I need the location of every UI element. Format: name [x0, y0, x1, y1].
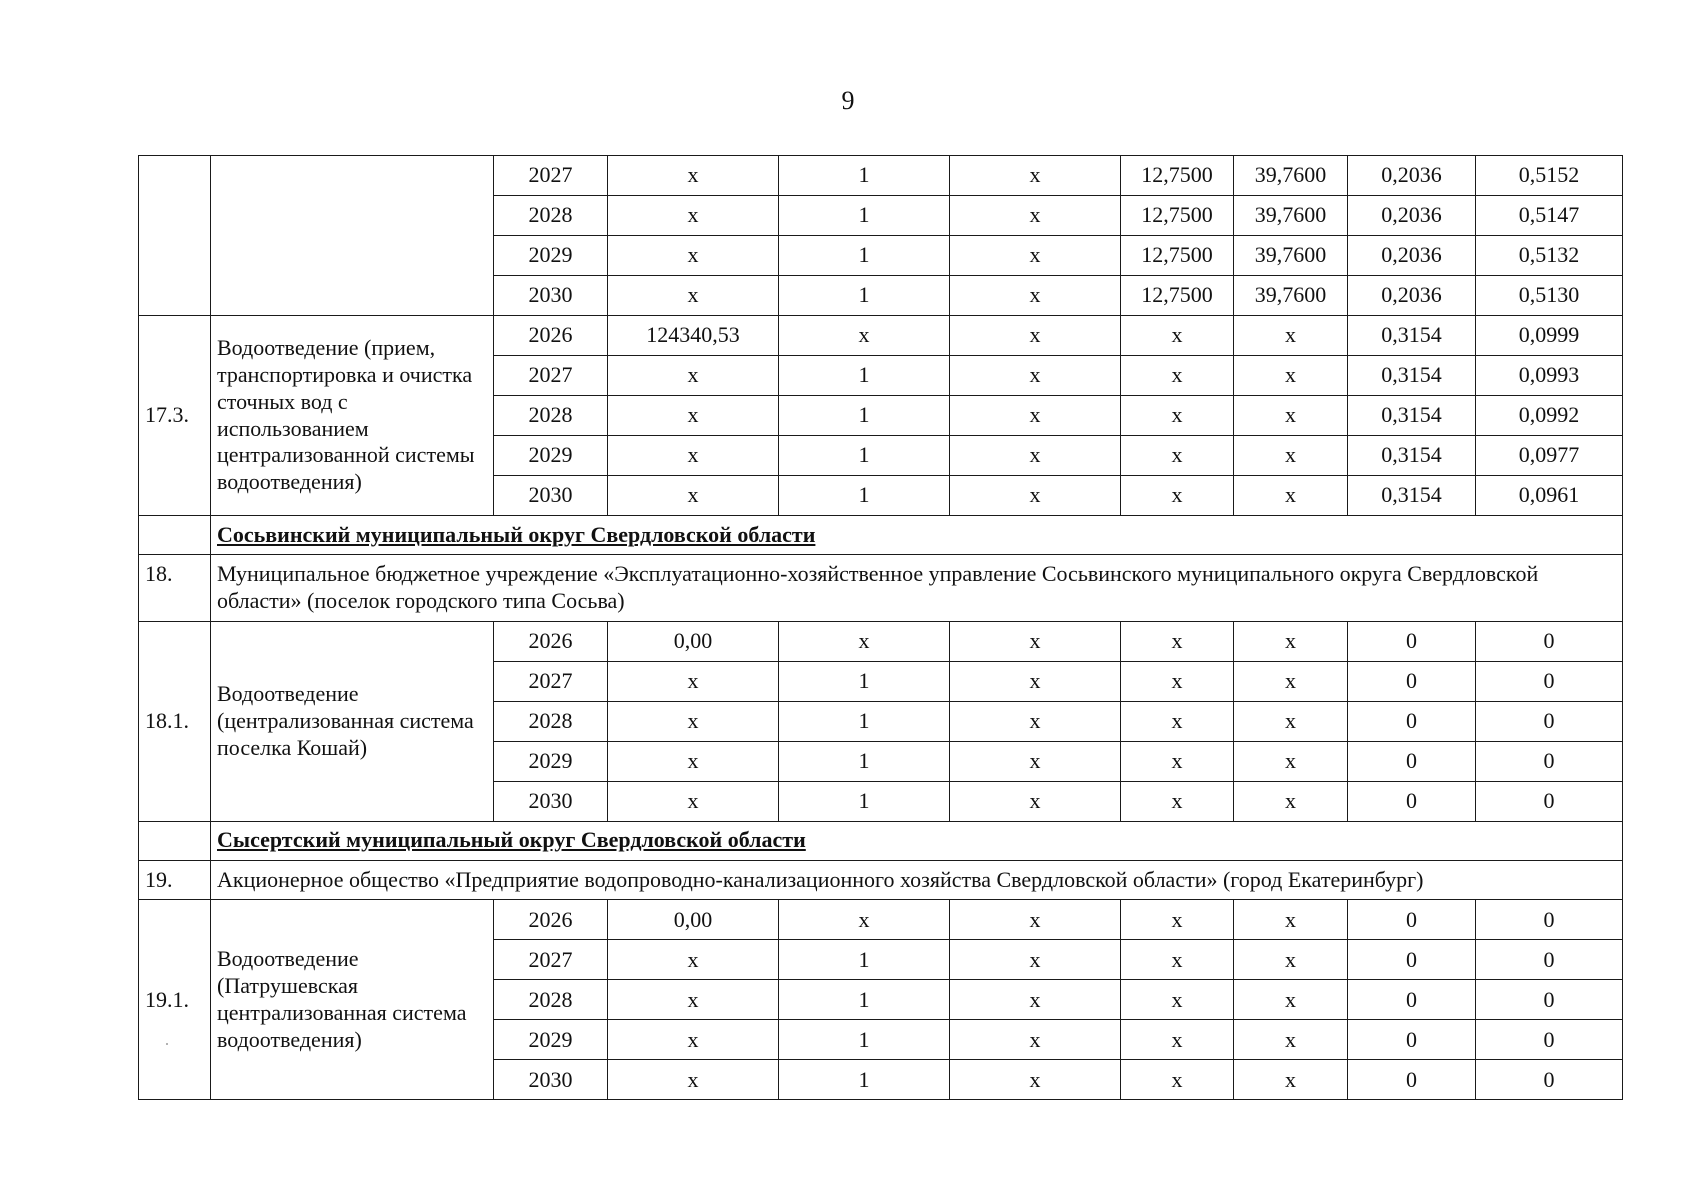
- value-cell: 0: [1476, 701, 1623, 741]
- value-cell: 0: [1348, 900, 1476, 940]
- value-cell: x: [950, 156, 1121, 196]
- organization-name: Муниципальное бюджетное учреждение «Эксплуатационно-хозяйственное управление Сосьвинского муниципального округа Свердловской области» (поселок городского типа Сосьва): [211, 555, 1623, 622]
- value-cell: x: [1121, 1020, 1234, 1060]
- value-cell: x: [950, 1060, 1121, 1100]
- value-cell: 1: [779, 1060, 950, 1100]
- value-cell: 1: [779, 741, 950, 781]
- value-cell: x: [1234, 316, 1348, 356]
- year-cell: 2028: [494, 196, 608, 236]
- value-cell: x: [1234, 781, 1348, 821]
- value-cell: 0,5152: [1476, 156, 1623, 196]
- value-cell: x: [950, 196, 1121, 236]
- year-cell: 2029: [494, 741, 608, 781]
- value-cell: 0: [1476, 980, 1623, 1020]
- table-body: [139, 156, 1623, 1100]
- value-cell: 12,7500: [1121, 196, 1234, 236]
- value-cell: x: [1121, 1060, 1234, 1100]
- value-cell: 0: [1476, 900, 1623, 940]
- table-row: [139, 316, 1623, 356]
- value-cell: 0,3154: [1348, 436, 1476, 476]
- value-cell: x: [1121, 661, 1234, 701]
- value-cell: x: [950, 476, 1121, 516]
- value-cell: 0,2036: [1348, 236, 1476, 276]
- value-cell: x: [950, 621, 1121, 661]
- value-cell: x: [608, 236, 779, 276]
- value-cell: 0,5132: [1476, 236, 1623, 276]
- value-cell: 0: [1348, 621, 1476, 661]
- value-cell: 1: [779, 196, 950, 236]
- value-cell: x: [608, 940, 779, 980]
- value-cell: 0: [1348, 661, 1476, 701]
- value-cell: x: [1121, 436, 1234, 476]
- year-cell: 2029: [494, 1020, 608, 1060]
- value-cell: 1: [779, 980, 950, 1020]
- value-cell: 0: [1476, 621, 1623, 661]
- value-cell: x: [950, 356, 1121, 396]
- scan-speck: [166, 1043, 168, 1045]
- value-cell: 0: [1348, 980, 1476, 1020]
- value-cell: x: [608, 980, 779, 1020]
- value-cell: x: [950, 781, 1121, 821]
- value-cell: x: [1234, 940, 1348, 980]
- year-cell: 2030: [494, 781, 608, 821]
- service-name: Водоотведение (Патрушевская централизованная система водоотведения): [211, 900, 494, 1100]
- value-cell: 0,5147: [1476, 196, 1623, 236]
- value-cell: 0: [1348, 1060, 1476, 1100]
- page-number: 9: [841, 86, 855, 115]
- value-cell: x: [1234, 1020, 1348, 1060]
- value-cell: x: [950, 436, 1121, 476]
- value-cell: 0,00: [608, 900, 779, 940]
- value-cell: x: [950, 661, 1121, 701]
- value-cell: 0,0961: [1476, 476, 1623, 516]
- value-cell: 0: [1476, 661, 1623, 701]
- value-cell: x: [950, 900, 1121, 940]
- value-cell: x: [608, 661, 779, 701]
- table-row: [139, 156, 1623, 196]
- item-number: [139, 156, 211, 316]
- value-cell: 0,0992: [1476, 396, 1623, 436]
- value-cell: 124340,53: [608, 316, 779, 356]
- service-name: [211, 156, 494, 316]
- value-cell: x: [1121, 476, 1234, 516]
- table-row: [139, 621, 1623, 661]
- value-cell: x: [779, 316, 950, 356]
- value-cell: 1: [779, 436, 950, 476]
- year-cell: 2027: [494, 156, 608, 196]
- value-cell: 0,0977: [1476, 436, 1623, 476]
- value-cell: 0: [1348, 781, 1476, 821]
- value-cell: x: [1234, 356, 1348, 396]
- year-cell: 2030: [494, 276, 608, 316]
- region-title: Сысертский муниципальный округ Свердловской области: [217, 827, 806, 853]
- year-cell: 2028: [494, 701, 608, 741]
- value-cell: 0,5130: [1476, 276, 1623, 316]
- value-cell: x: [779, 621, 950, 661]
- value-cell: x: [950, 980, 1121, 1020]
- value-cell: 0: [1476, 781, 1623, 821]
- value-cell: 12,7500: [1121, 236, 1234, 276]
- value-cell: x: [1121, 396, 1234, 436]
- value-cell: 39,7600: [1234, 236, 1348, 276]
- value-cell: 12,7500: [1121, 276, 1234, 316]
- year-cell: 2030: [494, 1060, 608, 1100]
- value-cell: x: [608, 476, 779, 516]
- value-cell: 0,2036: [1348, 276, 1476, 316]
- value-cell: 0,0999: [1476, 316, 1623, 356]
- value-cell: 0,00: [608, 621, 779, 661]
- value-cell: x: [1234, 980, 1348, 1020]
- table-row: [139, 900, 1623, 940]
- item-number: 18.: [139, 555, 211, 622]
- value-cell: x: [608, 1020, 779, 1060]
- value-cell: 0,3154: [1348, 396, 1476, 436]
- value-cell: x: [608, 741, 779, 781]
- value-cell: x: [1121, 900, 1234, 940]
- value-cell: x: [1121, 356, 1234, 396]
- value-cell: x: [1234, 436, 1348, 476]
- value-cell: 0: [1476, 1020, 1623, 1060]
- value-cell: x: [1234, 396, 1348, 436]
- value-cell: x: [1234, 741, 1348, 781]
- value-cell: x: [1121, 621, 1234, 661]
- year-cell: 2028: [494, 396, 608, 436]
- value-cell: 0,2036: [1348, 156, 1476, 196]
- value-cell: x: [950, 396, 1121, 436]
- value-cell: x: [1121, 701, 1234, 741]
- value-cell: 0,3154: [1348, 356, 1476, 396]
- organization-row: [139, 860, 1623, 900]
- value-cell: x: [1234, 1060, 1348, 1100]
- empty-cell: [139, 821, 211, 860]
- value-cell: x: [779, 900, 950, 940]
- value-cell: 0: [1348, 940, 1476, 980]
- value-cell: x: [1234, 701, 1348, 741]
- value-cell: x: [950, 701, 1121, 741]
- value-cell: x: [608, 356, 779, 396]
- organization-row: [139, 555, 1623, 622]
- value-cell: x: [1121, 781, 1234, 821]
- value-cell: 1: [779, 156, 950, 196]
- year-cell: 2030: [494, 476, 608, 516]
- region-row: [139, 821, 1623, 860]
- service-name: Водоотведение (прием, транспортировка и очистка сточных вод с использованием централизованной системы водоотведения): [211, 316, 494, 516]
- value-cell: 1: [779, 701, 950, 741]
- value-cell: x: [950, 316, 1121, 356]
- region-title: Сосьвинский муниципальный округ Свердловской области: [217, 521, 816, 547]
- value-cell: 0,3154: [1348, 476, 1476, 516]
- year-cell: 2026: [494, 316, 608, 356]
- organization-name: Акционерное общество «Предприятие водопроводно-канализационного хозяйства Свердловской области» (город Екатеринбург): [211, 860, 1623, 900]
- value-cell: 39,7600: [1234, 156, 1348, 196]
- value-cell: x: [608, 396, 779, 436]
- value-cell: x: [1121, 741, 1234, 781]
- value-cell: 1: [779, 396, 950, 436]
- value-cell: x: [608, 156, 779, 196]
- item-number: 17.3.: [139, 316, 211, 516]
- value-cell: 12,7500: [1121, 156, 1234, 196]
- value-cell: x: [1234, 621, 1348, 661]
- value-cell: 0: [1348, 701, 1476, 741]
- value-cell: 1: [779, 236, 950, 276]
- value-cell: x: [1121, 316, 1234, 356]
- value-cell: 0: [1348, 741, 1476, 781]
- value-cell: 0: [1476, 741, 1623, 781]
- year-cell: 2028: [494, 980, 608, 1020]
- value-cell: 0,0993: [1476, 356, 1623, 396]
- year-cell: 2027: [494, 940, 608, 980]
- value-cell: 39,7600: [1234, 276, 1348, 316]
- year-cell: 2029: [494, 436, 608, 476]
- value-cell: x: [1234, 900, 1348, 940]
- value-cell: 0,3154: [1348, 316, 1476, 356]
- value-cell: 1: [779, 1020, 950, 1060]
- value-cell: x: [608, 781, 779, 821]
- value-cell: 39,7600: [1234, 196, 1348, 236]
- value-cell: 0: [1476, 1060, 1623, 1100]
- value-cell: x: [1121, 980, 1234, 1020]
- year-cell: 2026: [494, 900, 608, 940]
- value-cell: 1: [779, 276, 950, 316]
- value-cell: 0: [1476, 940, 1623, 980]
- year-cell: 2026: [494, 621, 608, 661]
- item-number: 18.1.: [139, 621, 211, 821]
- year-cell: 2027: [494, 661, 608, 701]
- region-cell: [211, 821, 1623, 860]
- region-row: [139, 516, 1623, 555]
- value-cell: 0: [1348, 1020, 1476, 1060]
- value-cell: x: [608, 436, 779, 476]
- value-cell: x: [608, 701, 779, 741]
- item-number: 19.1.: [139, 900, 211, 1100]
- value-cell: x: [950, 741, 1121, 781]
- service-name: Водоотведение (централизованная система поселка Кошай): [211, 621, 494, 821]
- value-cell: 1: [779, 661, 950, 701]
- value-cell: x: [950, 1020, 1121, 1060]
- value-cell: 1: [779, 356, 950, 396]
- value-cell: x: [1234, 661, 1348, 701]
- value-cell: 1: [779, 940, 950, 980]
- value-cell: x: [608, 276, 779, 316]
- year-cell: 2027: [494, 356, 608, 396]
- year-cell: 2029: [494, 236, 608, 276]
- value-cell: 0,2036: [1348, 196, 1476, 236]
- value-cell: x: [950, 940, 1121, 980]
- value-cell: x: [950, 236, 1121, 276]
- value-cell: x: [608, 1060, 779, 1100]
- region-cell: [211, 516, 1623, 555]
- empty-cell: [139, 516, 211, 555]
- value-cell: x: [1121, 940, 1234, 980]
- value-cell: x: [608, 196, 779, 236]
- item-number: 19.: [139, 860, 211, 900]
- value-cell: 1: [779, 476, 950, 516]
- value-cell: 1: [779, 781, 950, 821]
- value-cell: x: [950, 276, 1121, 316]
- value-cell: x: [1234, 476, 1348, 516]
- tariff-table: [138, 155, 1623, 1100]
